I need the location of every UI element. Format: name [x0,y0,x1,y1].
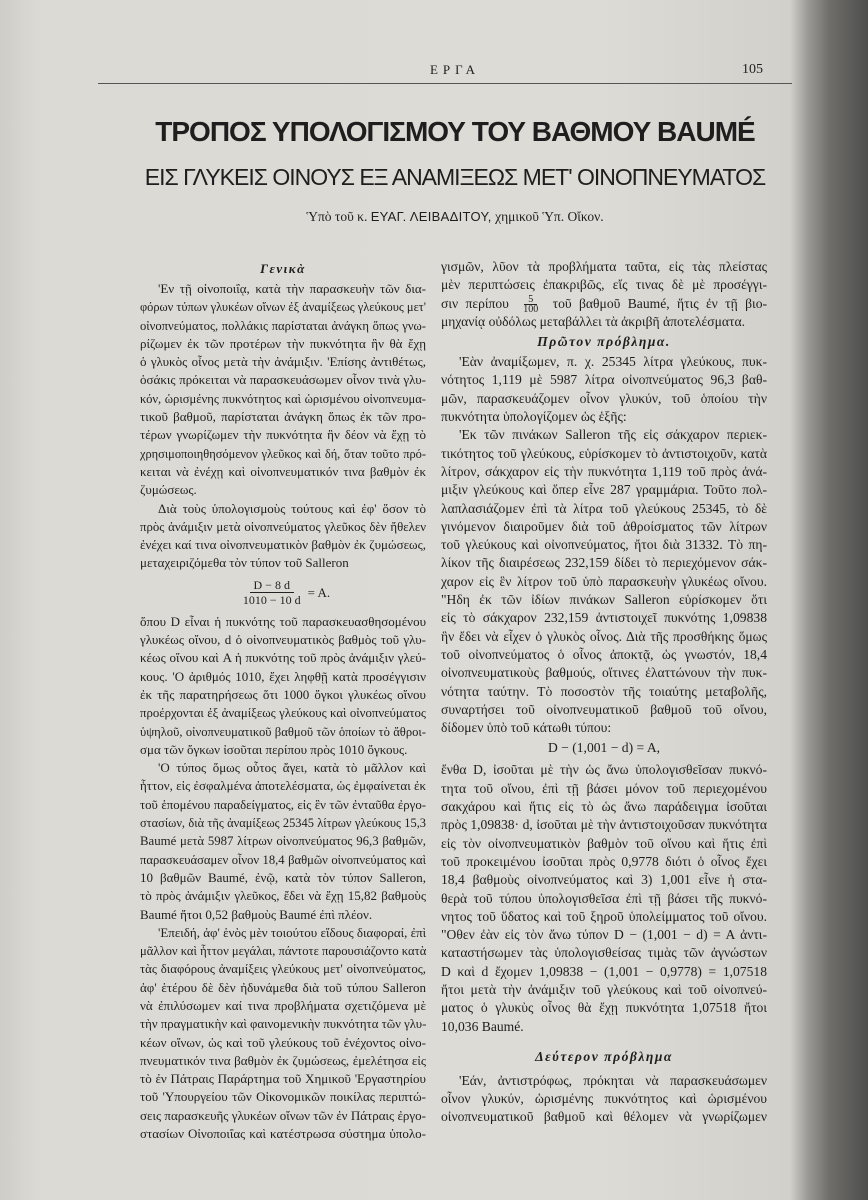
fraction [519,295,542,314]
text-line: ὁσάκις πρόκειται νὰ παρασκευάσωμεν οἶνον τινὰ γλυ- [140,372,426,388]
text-line: ἣν ἔδει νὰ εἶχεν ὁ γλυκὸς οἶνος. Διὰ τῆς προσθήκης ὅμως [441,628,767,644]
text-line: σακχάρου καὶ ἥτις εἰς τὸ ὡς ἄνω παράδειγμα ἰσοῦται [441,799,767,815]
text-line: σεις παρασκευῆς γλυκέων οἴνων τῶν ἐν Πάτραις ἐργο- [140,1107,426,1123]
text-line: 'Εκ τῶν πινάκων Salleron τῆς εἰς σάκχαρον περιεκ- [459,427,767,443]
text-line: τοῦ προκειμένου ἰσοῦται πρὸς 0,9778 διότι ὁ οἶνος ἔχει [441,853,767,869]
byline-role: χημικοῦ Ὑπ. Οἴκον. [495,209,604,224]
text-line: νητος τοῦ ὕδατος καὶ τοῦ ξηροῦ ὑπολείμματος τοῦ οἴνου. [441,908,767,924]
text-line: τικοῦ βαθμοῦ, παρίσταται ἀνάγκη ὅπως ἐκ τῶν προ- [140,409,426,425]
text-line: μεταχειριζόμεθα τὸν τύπον τοῦ Salleron [140,555,349,571]
byline [42,209,868,225]
article-title-line-2 [42,164,868,191]
text-line: 'Επειδή, ἀφ' ἑνὸς μὲν τοιούτου εἴδους διαφοραί, ἐπὶ [158,924,427,940]
text-line: ἐκ τῆς παρατηρήσεως ὅτι 1000 ὄγκοι γλυκέως οἴνου [140,686,426,702]
text-line: νότητα ταύτην. Τὸ ποσοστὸν τῆς τοιαύτης μεταβολῆς, [441,683,767,699]
text-line: 'Ο τύπος ὅμως οὗτος ἄγει, κατὰ τὸ μᾶλλον καὶ [158,760,426,776]
text-line: D καὶ d ἔχομεν 1,09838 − (1,001 − 0,9778) = 1,07518 [441,963,767,979]
text-line: τητα τοῦ οἴνου, ἐπὶ τῇ βάσει μόνον τοῦ περιεχομένου [441,780,767,796]
journal-title: ΕΡΓΑ [429,62,481,77]
section-heading: Πρῶτον πρόβλημα. [537,334,671,350]
text-line: σμα τῶν ὄγκων ἰσοῦται περίπου πρὸς 1010 ὄγκους. [140,741,408,757]
text-line: στασίων Οἰνοποιΐας καὶ κατέστρωσα σύστημα ὑπολο- [140,1126,426,1142]
text-line: νότητος 1,119 μὲ 5987 λίτρα οἰνοπνεύματος 96,3 βαθ- [441,372,767,388]
text-line: πρὸς ἀνάμιξιν μετὰ οἰνοπνεύματος γλεῦκος δὲν ἤθελεν [140,519,426,534]
fraction [239,578,305,607]
text-line: λίτρον, σάκχαρον εἰς τὴν πυκνότητα 1,119 τοῦ πρὸς ἀνά- [441,463,767,479]
text-line: ματος ὁ γλυκὺς οἶνος θὰ ἔχῃ πυκνότητα 1,07518 ἤτοι [441,1000,767,1016]
text-line: Διὰ τοὺς ὑπολογισμοὺς τούτους καὶ ἐφ' ὅσον τὸ [158,500,426,516]
text-line: γινόμενον διαιροῦμεν διὰ τοῦ ἀθροίσματος τῶν λίτρων [441,518,767,534]
text-line: οἰνοπνευματικοῦ βαθμοῦ καὶ θέλομεν νὰ γνωρίζωμεν [441,1109,767,1125]
text-line: ἤτοι μετὰ τὴν ἀνάμιξιν τοῦ γλεύκους καὶ τοῦ οἰνοπνεύ- [441,981,767,997]
paragraph [140,500,426,573]
byline-author: ΕΥΑΓ. ΛΕΙΒΑΔΙΤΟΥ, [370,209,492,224]
paragraph [140,280,426,500]
text-line: ὁ γλυκὸς οἶνος μετὰ τὴν ἀνάμιξιν. 'Επίσης ἀντιθέτως, [140,354,426,370]
text-line: "Ηδη ἐκ τῶν ἰδίων πινάκων Salleron εὑρίσκομεν ὅτι [441,592,767,608]
paragraph [441,1072,767,1127]
text-line: παρασκευάσαμεν οἶνον 18,4 βαθμῶν οἰνοπνεύματος καὶ [140,852,426,867]
running-head [0,60,868,80]
text-line: οἰνοπνεύματος, πολλάκις παρίσταται ἀνάγκη ὅπως γνω- [140,318,426,333]
text-line: τὴν πραγματικὴν καὶ φαινομενικὴν πυκνότητα τῶν γλυ- [140,1017,427,1032]
text-line: κους. 'Ο ἀριθμός 1010, ἔχει ληφθῇ κατὰ προσέγγισιν [140,668,426,684]
text-line: οἶνον γλυκύν, ὡρισμένης πυκνότητος καὶ ὡρισμένου [441,1091,767,1107]
fraction-numerator: D − 8 d [250,578,294,593]
text-line: ἀφ' ἑτέρου δὲ δὲν ἠδυνάμεθα διὰ τοῦ τύπου Salleron [140,979,426,995]
left-column [140,258,426,1143]
right-column [441,258,767,1127]
text-line: τοῦ 'Υπουργείου τῶν Οἰκονομικῶν ποικίλας περιπτώ- [140,1089,426,1105]
text-line: ἔνθα D, ἰσοῦται μὲ τὴν ὡς ἄνω ὑπολογισθεῖσαν πυκνό- [441,762,767,778]
text-line: μᾶλλον καὶ ἧττον μεγάλαι, πάντοτε παρουσιάζοντο κατὰ [140,944,427,959]
text-line: κόν, ὡρισμένης πυκνότητος καὶ ὡρισμένου οἰνοπνευμα- [140,391,426,406]
text-line: προέρχονται ἐξ ἀναμίξεως γλεύκους καὶ οἰνοπνεύματος [140,706,426,721]
text-line: "Οθεν ἐὰν εἰς τὸν ἄνω τύπον D − (1,001 − d) = A ἀντι- [441,927,767,943]
text-line: πυκνότητα ὑπολογίζομεν ὡς ἑξῆς: [441,409,627,425]
page-number: 105 [742,62,763,77]
text-line: μῶν, παρασκευάζομεν οἶνον γλυκύν, τοῦ ὁποίου τὴν [441,390,767,406]
title-text: ΤΡΟΠΟΣ ΥΠΟΛΟΓΙΣΜΟΥ ΤΟΥ ΒΑΘΜΟΥ BAUMÉ [155,116,755,147]
text-line: γλυκέως οἴνου, d ὁ οἰνοπνευματικὸς βαθμὸς τοῦ γλυ- [140,632,426,648]
text-line: κειται νὰ ἐνέχῃ καὶ οἰνοπνευματικόν τινα βαθμὸν ἐκ [140,463,426,479]
text-line: γισμῶν, λῦον τὰ προβλήματα ταῦτα, εἰς τὰς πλείστας [441,259,767,274]
text-line: μὲν περιπτώσεις ἐπακριβῶς, εἴς τινας δὲ μὲ προσέγγι- [441,277,767,293]
text-line: 'Εάν, ἀντιστρόφως, πρόκηται νὰ παρασκευάσωμεν [459,1072,767,1088]
paragraph [441,353,767,426]
paragraph [441,258,767,331]
paragraph [140,759,426,924]
formula [140,573,426,613]
text-line: τοῦ γλεύκους καὶ οἰνοπνεύματος, ἤτοι διὰ 31332. Τὸ πη- [441,537,767,553]
text-segment: τοῦ βαθμοῦ Baumé, ἥτις ἐν τῇ βιο- [552,295,768,311]
text-line: ἐνέχει καί τινα οἰνοπνευματικὸν βαθμὸν ἐκ ζυμώσεως, [140,537,426,553]
section-heading: Δεύτερον πρόβλημα [535,1048,673,1064]
byline-prefix: Ὑπὸ τοῦ κ. [306,209,368,224]
text-line: μιξιν γλεύκους καὶ ὅπερ εἶνε 287 γραμμάρια. Τοῦτο πολ- [441,482,767,498]
text-line: τικότητος τοῦ γλεύκους, εὑρίσκομεν τὸ ἀντιστοιχοῦν, κατὰ [441,445,767,461]
text-line: κέων οἴνων, ὡς καὶ τοῦ γλεύκους τοῦ ἐνέχοντος οἰνο- [140,1034,426,1050]
text-line: τὰς διαφόρους ἀναμίξεις γλεύκους μετ' οἰνοπνεύματος, [140,962,426,977]
text-line: οἰνοπνευματικοὺς βαθμούς, οἵτινες ἐλαττώνουν τὴν πυκ- [441,665,767,681]
text-line: ὑψηλοῦ, οἰνοπνευματικοῦ βαθμοῦ τῶν ὁποίων τὸ ἄθροι- [140,724,426,739]
text-line: λαπλασιάζομεν ἐπὶ τὰ λίτρα τοῦ γλεύκους 25345, τὸ δὲ [441,500,767,516]
text-line: συναρτήσει τοῦ οἰνοπνευματικοῦ βαθμοῦ τοῦ οἴνου, [441,701,767,717]
formula-result: = A. [307,584,331,600]
formula: D − (1,001 − d) = A, [547,740,661,756]
paragraph [441,426,767,737]
text-line: ὅπου D εἶναι ἡ πυκνότης τοῦ παρασκευασθησομένου [140,613,426,629]
text-line: 'Εν τῇ οἰνοποιΐᾳ, κατὰ τὴν παρασκευὴν τῶν δια- [158,281,426,296]
text-line: 'Εὰν ἀναμίξωμεν, π. χ. 25345 λίτρα γλεύκους, πυκ- [459,354,767,370]
text-line: ρίζωμεν ἐκ τῶν προτέρων τὴν πυκνότητα ἣν θὰ ἔχῃ [140,335,426,351]
text-line: Baumé ἤτοι 0,52 βαθμοὺς Baumé ἐπὶ πλέον. [140,906,373,922]
text-line [441,295,767,313]
text-line: στασίων, διὰ τῆς ἀναμίξεως 25345 λίτρων γλεύκους 15,3 [140,816,426,831]
paragraph [140,613,426,759]
text-line: φόρων τύπων γλυκέων οἴνων ἐξ ἀναμίξεως γλεύκους μετ' [140,300,426,315]
text-line: ἧττον, εἰς ἐσφαλμένα ἀποτελέσματα, ὡς ἐμφαίνεται ἐκ [140,778,426,794]
text-line: τὸ ἐν Πάτραις Παράρτημα τοῦ Χημικοῦ 'Εργαστηρίου [140,1071,426,1087]
article-title-line-1 [42,116,868,148]
section-heading: Γενικὰ [260,261,306,276]
text-line: 10 βαθμῶν Baumé, ἐνῷ, κατὰ τὸν τύπον Salleron, [140,869,426,885]
fraction-denominator: 100 [523,303,539,315]
header-rule [98,83,792,84]
text-line: τὸ πρὸς ἀνάμιξιν γλεῦκος, ἔδει νὰ ἔχῃ 15,82 βαθμοὺς [140,888,426,904]
text-line: 10,036 Baumé. [441,1018,524,1034]
text-line: 18,4 βαθμοὺς οἰνοπνεύματος καὶ 3) 1,001 εἶνε ἡ στα- [441,872,767,888]
text-line: νὰ ἐπιλύσωμεν καί τινα προβλήματα σχετιζόμενα μὲ [140,997,426,1013]
text-line: πνευματικόν τινα βαθμὸν ἐκ ζυμώσεως, ἐμελέτησα εἰς [140,1052,426,1068]
text-line: μηχανίᾳ οὐδόλως μεταβάλλει τὰ ἀκριβῆ ἀποτελέσματα. [441,313,745,329]
text-line: κέως οἴνου καὶ A ἡ πυκνότης τοῦ πρὸς ἀνάμιξιν γλεύ- [140,650,426,666]
text-line: πρὸς 1,09838· d, ἰσοῦται μὲ τὴν ἀντιστοιχοῦσαν πυκνότητα [441,817,767,833]
text-line: καταστήσωμεν τὰς ὑπολογισθείσας τιμὰς τῶν ἀγνώστων [441,945,767,961]
text-line: δίδομεν ὑπὸ τοῦ κάτωθι τύπου: [441,720,612,736]
text-line: Baumé μετὰ 5987 λίτρων οἰνοπνεύματος 96,3 βαθμῶν, [140,834,426,849]
text-line: εἰς τὸ σάκχαρον 232,159 ἀντιστοιχεῖ πυκνότης 1,09838 [441,610,767,626]
text-line: χαρον εἰς ἓν λίτρον τοῦ ὑπὸ παρασκευὴν γλυκέως οἴνου. [441,573,767,589]
text-line: εἰς τὸν οἰνοπνευματικὸν βαθμὸν τοῦ οἴνου καὶ ἥτις ἐπὶ [441,835,767,851]
text-line: ζυμώσεως. [140,482,197,498]
text-line: τοῦ οἰνοπνεύματος ὁ οἶνος ἀποκτᾷ, ὡς γνωστόν, 18,4 [441,646,767,662]
paragraph [140,924,426,1144]
text-line: τοῦ ἑπομένου παραδείγματος, εἰς ἓν τῶν ἐνταῦθα ἐργο- [140,797,426,812]
text-line: χρησιμοποιηθησόμενον γλεῦκος καὶ δή, ὅταν τοῦτο πρό- [140,446,426,461]
text-segment: σιν περίπου [441,295,509,311]
text-line: λίκον τῆς διαιρέσεως 232,159 δίδει τὸ περιεχόμενον σάκ- [441,555,767,571]
fraction-numerator: 5 [524,295,537,305]
text-line: τέρων γνωρίζωμεν τὴν πυκνότητα ἣν δέον νὰ ἔχῃ τὸ [140,427,426,443]
text-line: θερὰ τοῦ τύπου ὑπολογισθεῖσα ἐπὶ τῇ βάσει τῆς πυκνό- [441,890,767,906]
title-text: ΕΙΣ ΓΛΥΚΕΙΣ ΟΙΝΟΥΣ ΕΞ ΑΝΑΜΙΞΕΩΣ ΜΕΤ' ΟΙΝΟΠΝΕΥΜΑΤΟΣ [144,164,766,190]
paragraph [441,761,767,1035]
fraction-denominator: 1010 − 10 d [242,593,301,608]
